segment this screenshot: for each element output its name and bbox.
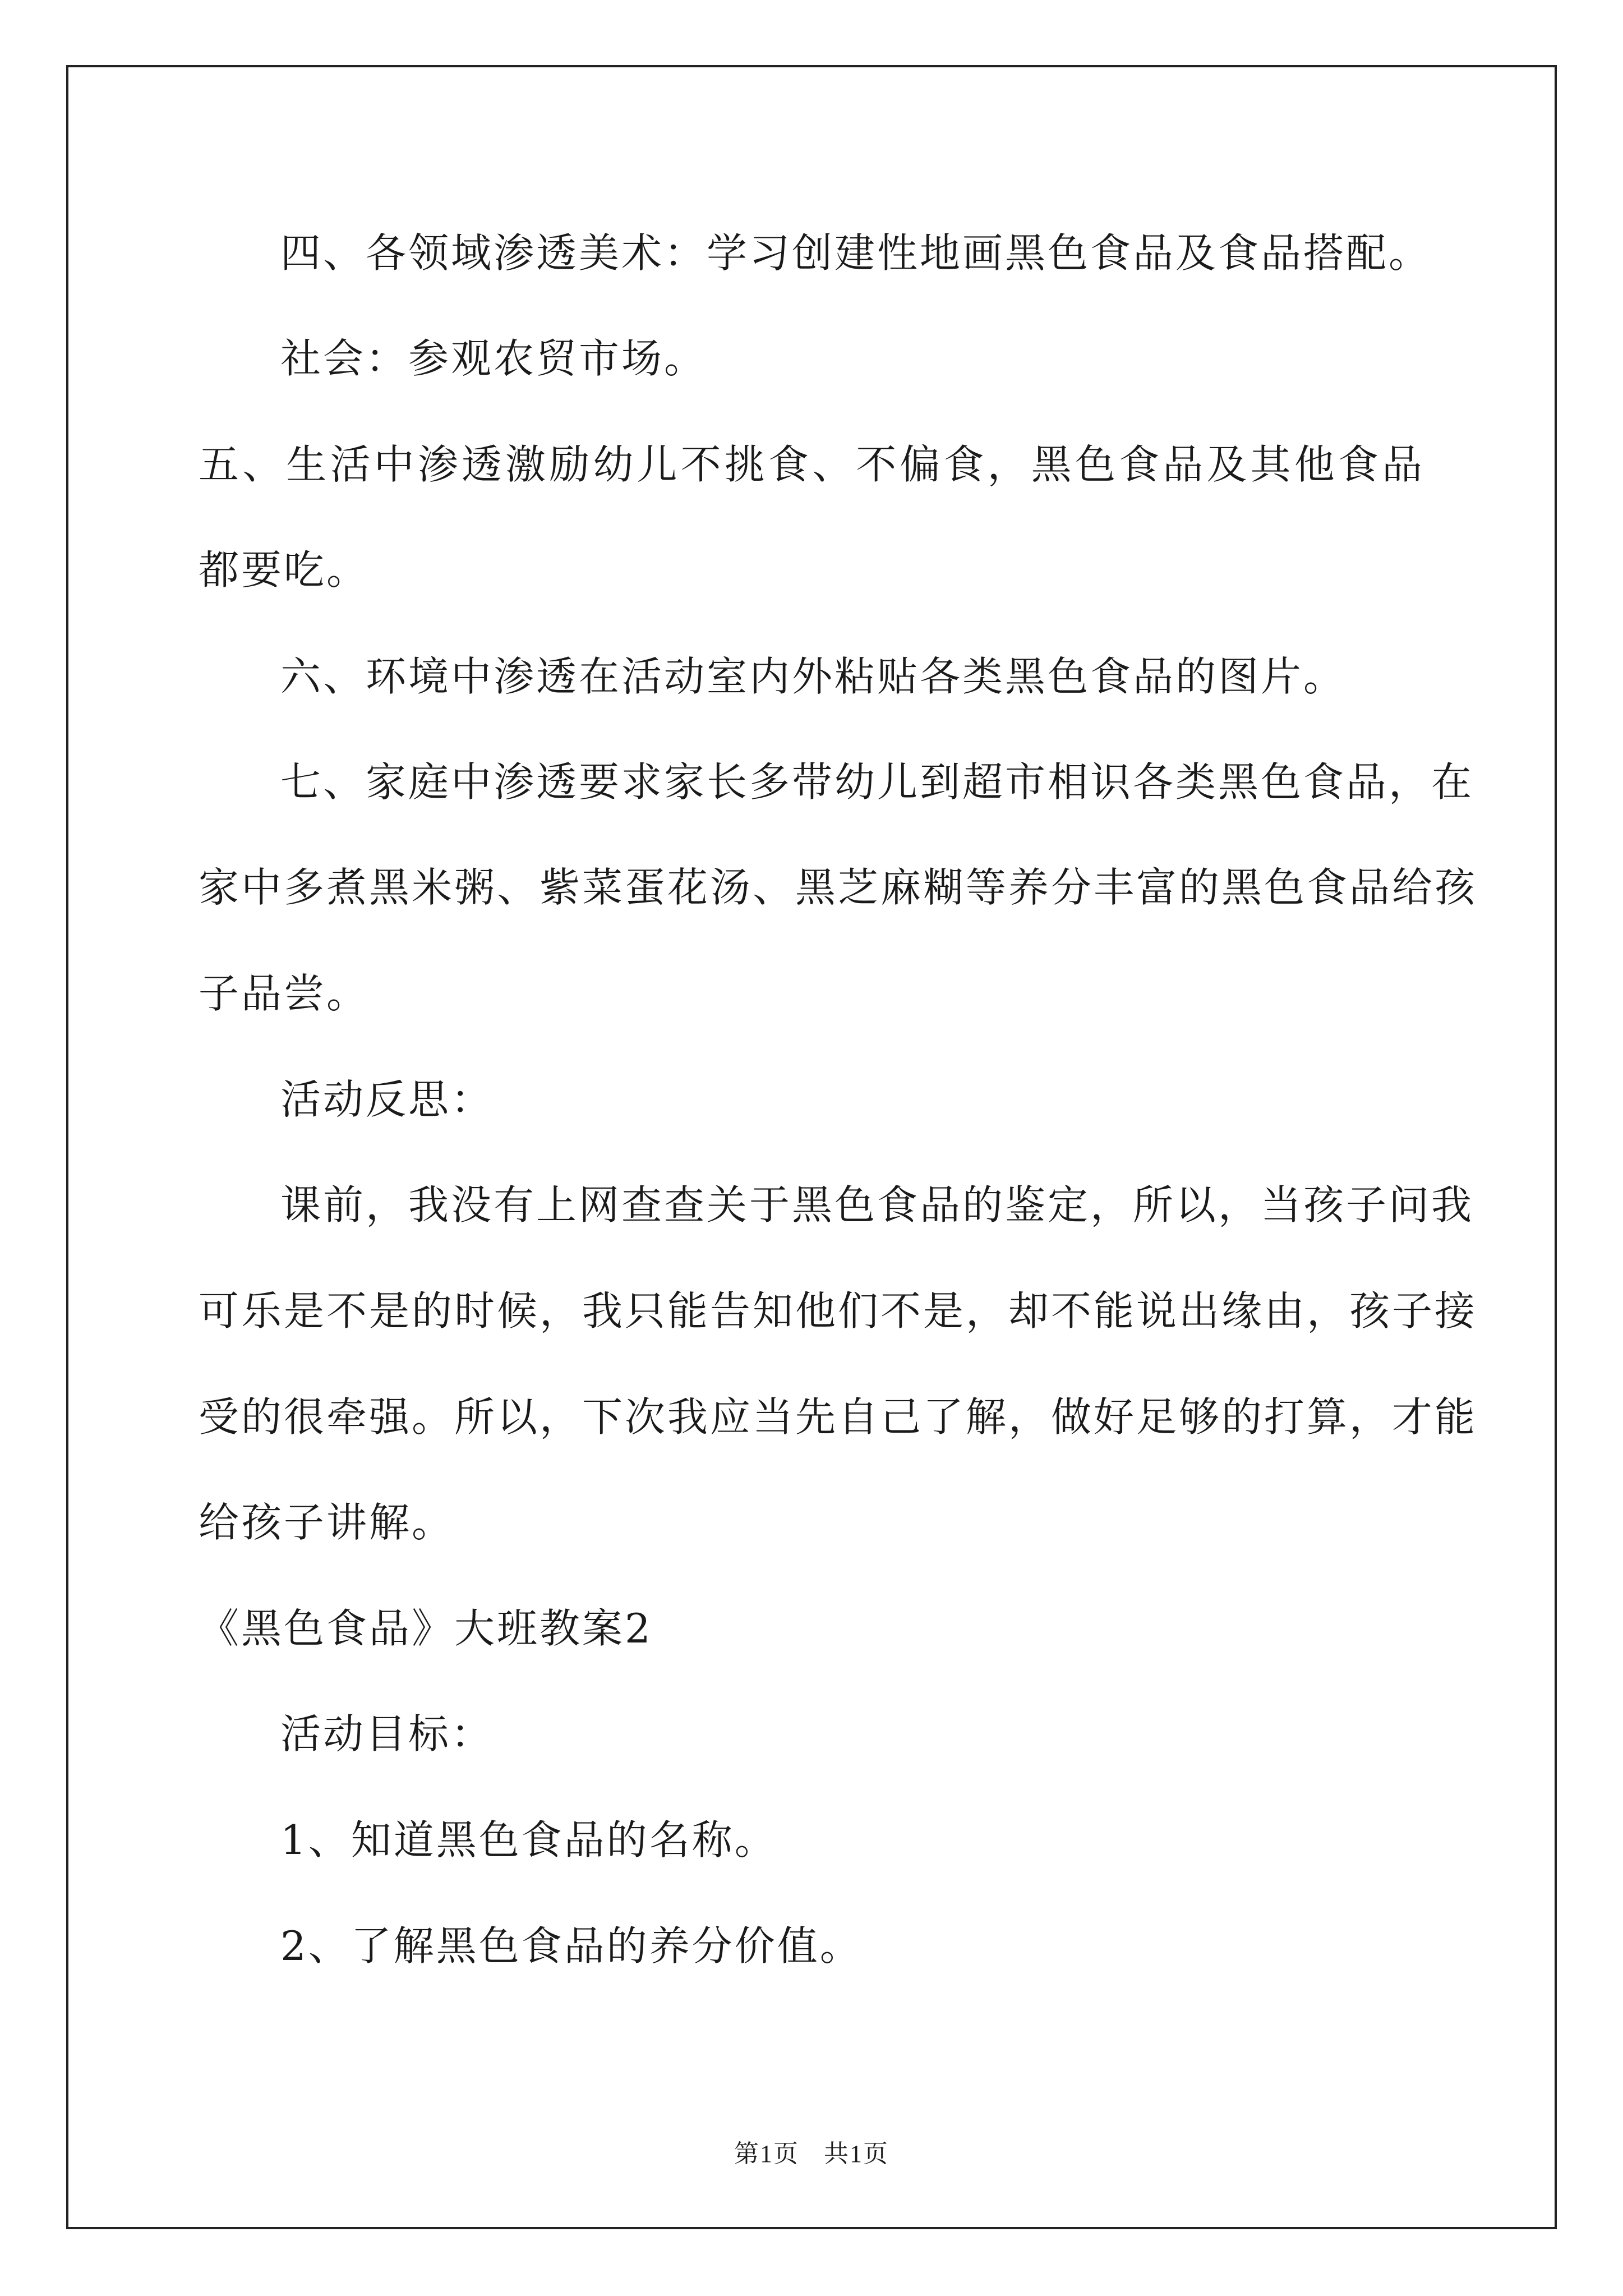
paragraph-line: 给孩子讲解。 xyxy=(199,1499,455,1546)
page-total: 共1页 xyxy=(824,2140,889,2168)
document-title: 《黑色食品》大班教案2 xyxy=(199,1605,653,1652)
section-heading: 活动反思： xyxy=(280,1076,494,1123)
paragraph-line: 社会：参观农贸市场。 xyxy=(280,335,707,382)
paragraph-line: 四、各领域渗透美术：学习创建性地画黑色食品及食品搭配。 xyxy=(280,229,1432,277)
paragraph-line: 六、环境中渗透在活动室内外粘贴各类黑色食品的图片。 xyxy=(280,653,1347,700)
paragraph-line: 家中多煮黑米粥、紫菜蛋花汤、黑芝麻糊等养分丰富的黑色食品给孩 xyxy=(199,864,1478,911)
list-item: 1、知道黑色食品的名称。 xyxy=(280,1816,777,1864)
paragraph-line: 五、生活中渗透激励幼儿不挑食、不偏食，黑色食品及其他食品 xyxy=(199,441,1424,488)
list-item: 2、了解黑色食品的养分价值。 xyxy=(280,1922,863,1970)
paragraph-line: 七、家庭中渗透要求家长多带幼儿到超市相识各类黑色食品，在 xyxy=(280,758,1474,806)
paragraph-line: 课前，我没有上网查查关于黑色食品的鉴定，所以，当孩子问我 xyxy=(280,1181,1474,1228)
paragraph-line: 可乐是不是的时候，我只能告知他们不是，却不能说出缘由，孩子接 xyxy=(199,1287,1478,1335)
paragraph-line: 子品尝。 xyxy=(199,970,370,1017)
section-heading: 活动目标： xyxy=(280,1710,494,1757)
page-footer xyxy=(0,2142,1623,2166)
paragraph-line: 受的很牵强。所以，下次我应当先自己了解，做好足够的打算，才能 xyxy=(199,1393,1478,1441)
page-number: 第1页 xyxy=(734,2140,799,2168)
paragraph-line: 都要吃。 xyxy=(199,546,370,593)
